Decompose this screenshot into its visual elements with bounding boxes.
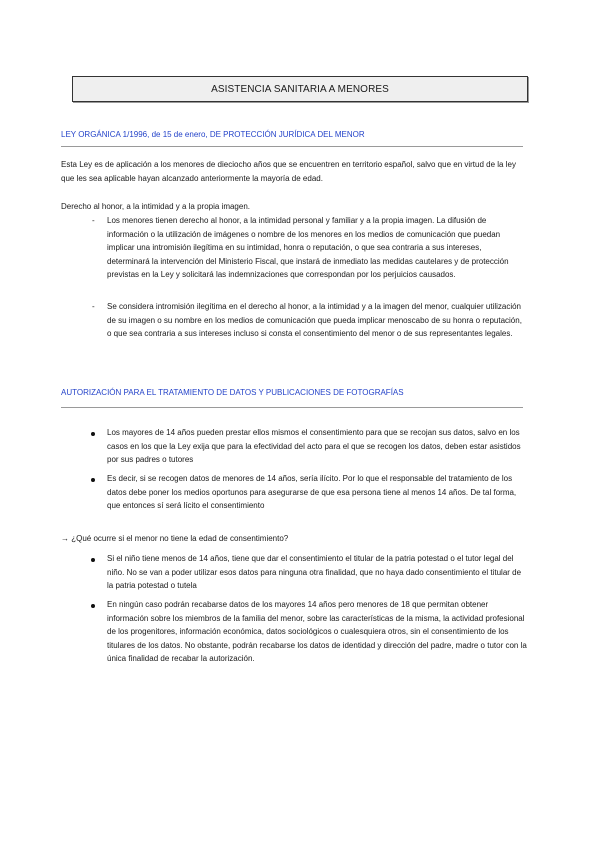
bullet-icon [91,432,95,436]
section-divider [61,146,523,147]
document-title: ASISTENCIA SANITARIA A MENORES [211,83,389,95]
bullet-icon [91,604,95,608]
question-line: → ¿Qué ocurre si el menor no tiene la edad de consentimiento? [61,534,289,543]
list-item: Se considera intromisión ilegítima en el derecho al honor, a la intimidad y a la imagen del menor, cualquier utilización de su imagen o su nombre en los medios de comunicación que pueda implicar menoscabo de su honra o reputación, o que sea contraria a sus intereses incluso si consta el consentimiento del menor o de sus representantes legales. [107,302,522,339]
section-divider [61,407,523,408]
section-heading-law: LEY ORGÁNICA 1/1996, de 15 de enero, DE PROTECCIÓN JURÍDICA DEL MENOR [61,130,365,139]
list-item: Es decir, si se recogen datos de menores de 14 años, sería ilícito. Por lo que el responsable del tratamiento de los datos debe poner los medios oportunos para asegurarse de que esa persona tiene al menos 14 años. De tal forma, que entonces sí será lícito el consentimiento [107,474,517,511]
bullet-icon [91,478,95,482]
list-item: En ningún caso podrán recabarse datos de los mayores 14 años pero menores de 18 que permitan obtener información sobre los miembros de la familia del menor, sobre las características de la misma, la actividad profesional de los progenitores, información económica, datos sociológicos o cualesquiera otros, sin el consentimiento de los titulares de los datos. No obstante, podrán recabarse los datos de identidad y dirección del padre, madre o tutor con la única finalidad de recabar la autorización. [107,600,527,664]
dash-marker: - [92,216,95,225]
list-item: Los menores tienen derecho al honor, a la intimidad personal y familiar y a la propia imagen. La difusión de información o la utilización de imágenes o nombre de los menores en los medios de comunicación que puedan implicar una intromisión ilegítima en su intimidad, honra o reputación, o que sea contraria a sus intereses, determinará la intervención del Ministerio Fiscal, que instará de inmediato las medidas cautelares y de protección previstas en la Ley y solicitará las indemnizaciones que correspondan por los perjuicios causados. [107,216,509,280]
subheading-honor: Derecho al honor, a la intimidad y a la propia imagen. [61,202,250,211]
bullet-icon [91,558,95,562]
dash-marker: - [92,302,95,311]
section-heading-data: AUTORIZACIÓN PARA EL TRATAMIENTO DE DATOS Y PUBLICACIONES DE FOTOGRAFÍAS [61,388,404,397]
document-title-box [72,76,528,102]
list-item: Los mayores de 14 años pueden prestar ellos mismos el consentimiento para que se recojan sus datos, salvo en los casos en los que la Ley exija que para la efectividad del acto para el que se recogen los datos, deben estar asistidos por sus padres o tutores [107,428,521,465]
intro-paragraph: Esta Ley es de aplicación a los menores de dieciocho años que se encuentren en territorio español, salvo que en virtud de la ley que les sea aplicable hayan alcanzado anteriormente la mayoría de edad. [61,160,516,183]
list-item: Si el niño tiene menos de 14 años, tiene que dar el consentimiento el titular de la patria potestad o el tutor legal del niño. No se van a poder utilizar esos datos para ninguna otra finalidad, que no haya dado consentimiento el titular de la patria potestad o tutela [107,554,522,591]
